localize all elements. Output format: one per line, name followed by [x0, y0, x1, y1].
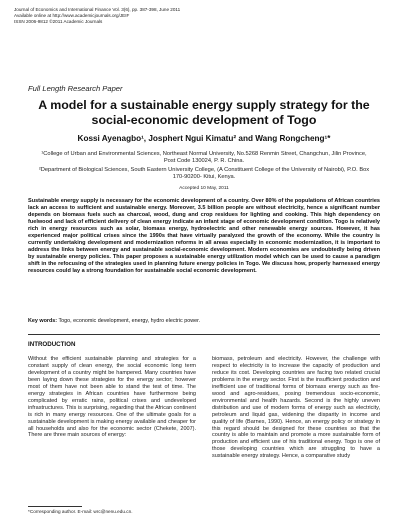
footnote-divider — [28, 506, 82, 507]
abstract: Sustainable energy supply is necessary for the economic development of a country. Over 80% of the populations of African countries lack an access to sufficient and sustainable energy. Moreover, 3.5 billion people are without electricity, hence a significant number depends on biomass fuels such as charcoal, wood, dung and crop residues for lighting and cooking. This high dependency on fuelwood and lack of efficient delivery of clean energy indicate an infant stage of economic development condition. Togo is relatively rich in energy resources such as solar, biomass energy, hydroelectric and other renewable energy sources. However, it has experienced major political crises since the 1990s that have virtually paralyzed the growth of the economy. While the country is currently undertaking development and modernization reforms in all areas especially in economic modernization, it is important to address the links between energy and sustainable social-economic development. Modern economies are undoubtedly being driven by sustainable energy policies. This paper proposes a sustainable energy utilization model which can be used to cause a paradigm shift in the refocusing of the strategies used in planning future energy policies in Togo. We discuss how, properly harnessed energy resources could lay a strong foundation for sustainable social economic development. — [28, 198, 380, 275]
paper-title: A model for a sustainable energy supply strategy for the social-economic development of Togo — [38, 98, 370, 127]
accepted-date: Accepted 10 May, 2011 — [179, 186, 229, 191]
journal-header — [14, 7, 180, 26]
introduction-left-column: Without the efficient sustainable planning and strategies for a constant supply of clean energy, the social economic long term development of a country might be hampered. Many countries have been laying down these strategies for the energy sector; however most of them have not been able to stand the test of time. The energy strategies in African countries have furthermore being complicated by erratic rains, political crises and undeveloped infrastructures. This is surprising, regarding that the African continent is rich in many energy resources. One of the ultimate goals for a sustainable development is making energy available and cheaper for all households and also for the economic sector (Chekete, 2007). There are three main sources of energy: — [28, 356, 196, 439]
affiliation-2: ²Department of Biological Sciences, South Eastern University College, (A Constituent College of the University of Nairobi), P.O. Box 170-90200- Kitui, Kenya. — [38, 167, 370, 181]
author-list: Kossi Ayenagbo¹, Josphert Ngui Kimatu² and Wang Rongcheng¹* — [77, 134, 331, 143]
introduction-heading: INTRODUCTION — [28, 341, 76, 348]
journal-url: Available online at http://www.academicjournals.org/JEIF — [14, 13, 130, 19]
affiliation-1: ¹College of Urban and Environmental Sciences, Northeast Normal University, No.5268 Renmin Street, Changchun, Jilin Province, Post Code 130024, P. R. China. — [41, 151, 367, 165]
journal-issn: ISSN 2006-9812 ©2011 Academic Journals — [14, 19, 103, 25]
introduction-right-column: biomass, petroleum and electricity. However, the challenge with respect to electricity is to increase the capacity of production and reduce its cost. Developing countries are facing two related crucial problems in the energy sector. First is the insufficient production and inefficient use of traditional forms of biomass energy such as fire-wood and agro-residues, posing tremendous socio-economic, environmental and health hazards. Second is the highly uneven distribution and use of modern forms of energy such as electricity, petroleum and liquid gas, widening the disparity in income and quality of life (Barnes, 1990). Hence, an energy policy or strategy in this regard should be designed for these countries so that the country is able to maintain and promote a more sustainable form of production and efficient use of his traditional energy. Togo is one of those developing countries which are struggling to have a sustainable energy strategy. Hence, a comparative study — [212, 356, 380, 460]
section-divider — [28, 334, 380, 335]
corresponding-author-footnote: *Corresponding author. E-mail: wrc@nenu.edu.cn. — [28, 509, 133, 514]
research-type: Full Length Research Paper — [28, 84, 123, 93]
keywords-label: Key words: — [28, 318, 58, 324]
keywords — [28, 318, 380, 325]
keywords-text: Togo, economic development, energy, hydro electric power. — [57, 318, 201, 324]
journal-citation: Journal of Economics and International Finance Vol. 3(6), pp. 387-398, June 2011 — [14, 7, 181, 12]
